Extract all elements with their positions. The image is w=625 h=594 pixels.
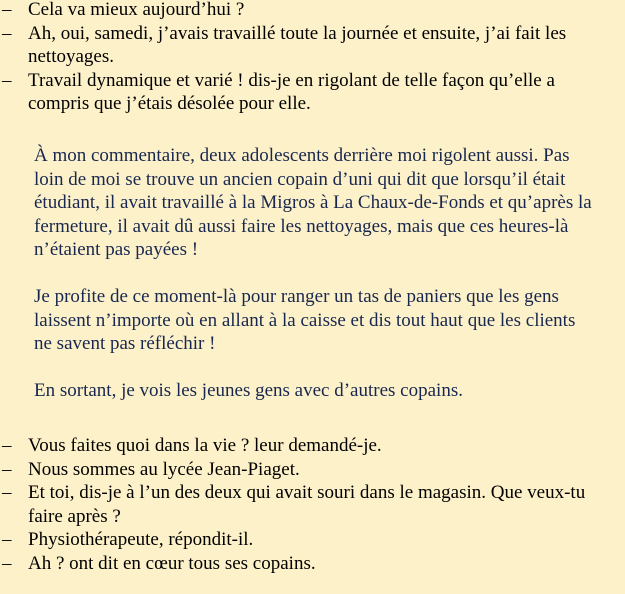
dialogue-line [0, 552, 625, 576]
dialogue-text: Travail dynamique et varié ! dis-je en rigolant de telle façon qu’elle a compris que j’étais désolée pour elle. [28, 69, 555, 114]
dialogue-line [0, 528, 625, 552]
dialogue-text: Nous sommes au lycée Jean-Piaget. [28, 458, 300, 480]
dialogue-top [0, 0, 625, 116]
narrative-paragraph: Je profite de ce moment-là pour ranger un tas de paniers que les gens laissent n’importe où en allant à la caisse et dis tout haut que les clients ne savent pas réfléchir ! [34, 286, 576, 354]
dialogue-text: Et toi, dis-je à l’un des deux qui avait souri dans le magasin. Que veux-tu faire après ? [28, 482, 586, 527]
dialogue-text: Ah ? ont dit en cœur tous ses copains. [28, 552, 316, 574]
dialogue-dash: – [2, 435, 12, 456]
dialogue-line [0, 0, 625, 22]
dialogue-bottom [0, 434, 625, 575]
narrative-paragraph: À mon commentaire, deux adolescents derrière moi rigolent aussi. Pas loin de moi se trouve un ancien copain d’uni qui dit que lorsqu’il était étudiant, il avait travaillé à la Migros à La Chaux-de-Fonds et qu’après la fermeture, il avait dû aussi faire les nettoyages, mais que ces heures-là n’étaient pas payées ! [34, 145, 592, 260]
dialogue-line [0, 22, 625, 69]
dialogue-line [0, 69, 625, 116]
dialogue-dash: – [2, 0, 12, 20]
dialogue-line [0, 481, 625, 528]
dialogue-dash: – [2, 458, 12, 480]
dialogue-dash: – [2, 482, 12, 503]
dialogue-dash: – [2, 529, 12, 550]
dialogue-dash: – [2, 22, 12, 44]
dialogue-dash: – [2, 552, 12, 574]
dialogue-line [0, 458, 625, 482]
dialogue-text: Cela va mieux aujourd’hui ? [28, 0, 245, 20]
dialogue-text: Vous faites quoi dans la vie ? leur demandé-je. [28, 435, 382, 456]
narrative-paragraph: En sortant, je vois les jeunes gens avec d’autres copains. [34, 380, 463, 401]
dialogue-text: Physiothérapeute, répondit-il. [28, 529, 254, 550]
narrative-block [34, 144, 594, 403]
dialogue-line [0, 434, 625, 458]
dialogue-text: Ah, oui, samedi, j’avais travaillé toute la journée et ensuite, j’ai fait les nettoyages. [28, 22, 567, 67]
dialogue-dash: – [2, 69, 12, 91]
